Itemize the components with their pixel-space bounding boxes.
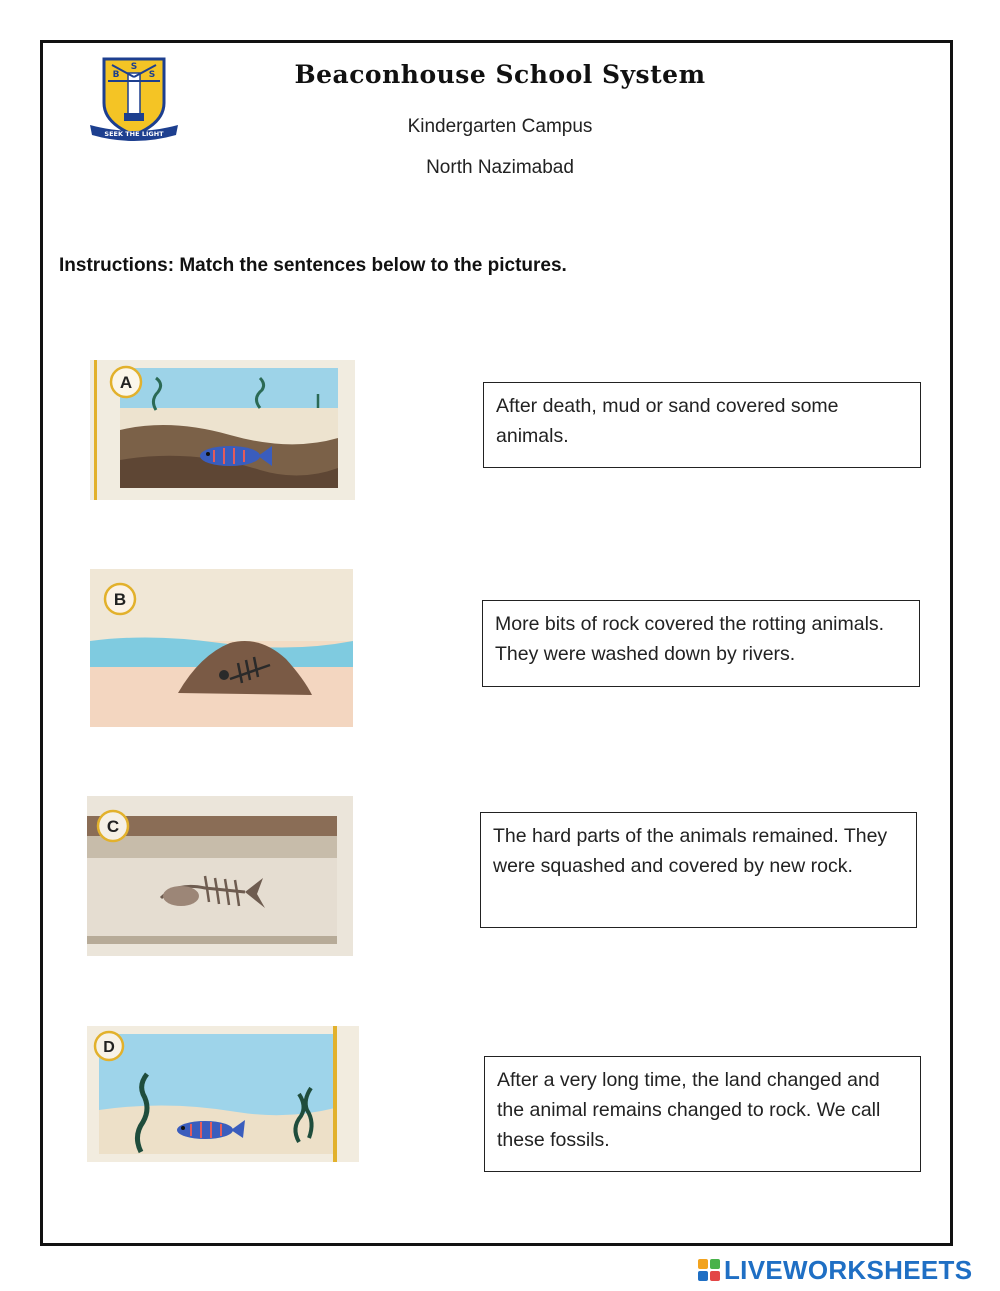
logo-letter-right: S [148,70,156,80]
brand-name: LIVEWORKSHEETS [724,1254,973,1285]
picture-c[interactable] [87,796,353,956]
logo-letter-left: B [112,70,120,80]
picture-d[interactable] [87,1026,359,1162]
sentence-box-4[interactable]: After a very long time, the land changed and the animal remains changed to rock. We call these fossils. [484,1056,921,1172]
picture-c-letter: C [106,817,120,836]
picture-a-letter: A [119,373,133,392]
logo-motto: SEEK THE LIGHT [104,130,164,138]
school-name: Beaconhouse School System [294,60,706,89]
brand-logo-icon [698,1259,720,1281]
picture-b[interactable] [90,569,353,727]
picture-d-letter: D [103,1039,115,1056]
picture-a[interactable] [90,360,355,500]
sentence-box-3[interactable]: The hard parts of the animals remained. They were squashed and covered by new rock. [480,812,917,928]
sentence-box-2[interactable]: More bits of rock covered the rotting animals. They were washed down by rivers. [482,600,920,687]
sentence-box-1[interactable]: After death, mud or sand covered some animals. [483,382,921,468]
campus-location: North Nazimabad [426,157,574,178]
picture-b-letter: B [113,590,127,609]
campus-name: Kindergarten Campus [407,116,593,137]
liveworksheets-brand [698,1256,972,1284]
instructions: Instructions: Match the sentences below to the pictures. [59,255,567,276]
logo-letter-top: S [130,62,138,72]
